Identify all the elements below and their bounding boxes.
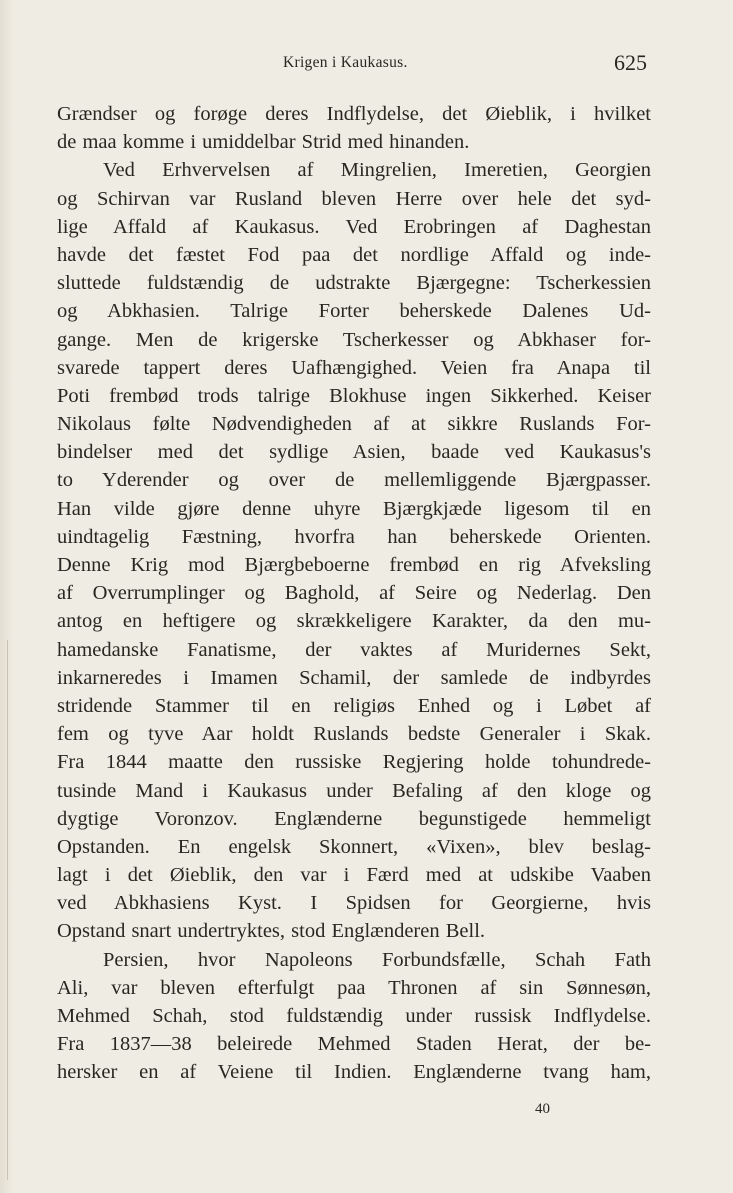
text-line: Fra 1837—38 beleirede Mehmed Staden Herat, der be- bbox=[57, 1033, 651, 1056]
page-number: 625 bbox=[614, 50, 647, 75]
text-line: lagt i det Øieblik, den var i Færd med at udskibe Vaaben bbox=[57, 864, 651, 887]
text-line: hamedanske Fanatisme, der vaktes af Muridernes Sekt, bbox=[57, 638, 651, 661]
signature-mark: 40 bbox=[535, 1101, 550, 1117]
text-line: Mehmed Schah, stod fuldstændig under russisk Indflydelse. bbox=[57, 1005, 651, 1027]
text-line: Denne Krig mod Bjærgbeboerne frembød en rig Afveksling bbox=[57, 554, 651, 576]
text-line: lige Affald af Kaukasus. Ved Erobringen af Daghestan bbox=[57, 215, 651, 238]
text-line: Poti frembød trods talrige Blokhuse ingen Sikkerhed. Keiser bbox=[57, 384, 651, 407]
text-line: inkarneredes i Imamen Schamil, der samlede de indbyrdes bbox=[57, 666, 651, 689]
text-line: sluttede fuldstændig de udstrakte Bjærgegne: Tscherkessien bbox=[57, 272, 651, 295]
text-line: Han vilde gjøre denne uhyre Bjærgkjæde ligesom til en bbox=[57, 497, 651, 520]
running-title: Krigen i Kaukasus. bbox=[283, 54, 408, 71]
text-line: de maa komme i umiddelbar Strid med hinanden. bbox=[57, 131, 470, 154]
text-line: Opstand snart undertryktes, stod Englænderen Bell. bbox=[57, 920, 486, 943]
text-line: dygtige Voronzov. Englænderne begunstigede hemmeligt bbox=[57, 807, 651, 830]
body-text bbox=[57, 100, 651, 1087]
text-line: Nikolaus følte Nødvendigheden af at sikkre Ruslands For- bbox=[57, 413, 651, 436]
text-line: svarede tappert deres Uafhængighed. Veien fra Anapa til bbox=[57, 356, 651, 379]
text-line: fem og tyve Aar holdt Ruslands bedste Generaler i Skak. bbox=[57, 723, 651, 746]
text-line: uindtagelig Fæstning, hvorfra han beherskede Orienten. bbox=[57, 525, 651, 548]
page-binding-line bbox=[7, 640, 8, 1180]
text-line: hersker en af Veiene til Indien. Englænderne tvang ham, bbox=[57, 1061, 651, 1084]
text-line: Ali, var bleven efterfulgt paa Thronen af sin Sønnesøn, bbox=[57, 976, 651, 999]
text-line: to Yderender og over de mellemliggende Bjærgpasser. bbox=[57, 469, 651, 492]
text-line: tusinde Mand i Kaukasus under Befaling af den kloge og bbox=[57, 779, 651, 802]
text-line: gange. Men de krigerske Tscherkesser og Abkhaser for- bbox=[57, 328, 651, 351]
text-line: og Abkhasien. Talrige Forter beherskede Dalenes Ud- bbox=[57, 300, 651, 323]
text-line: stridende Stammer til en religiøs Enhed og i Løbet af bbox=[57, 694, 651, 717]
page-header bbox=[0, 52, 733, 82]
text-line: bindelser med det sydlige Asien, baade ved Kaukasus's bbox=[57, 441, 651, 464]
text-line: Persien, hvor Napoleons Forbundsfælle, Schah Fath bbox=[103, 948, 651, 971]
text-line: antog en heftigere og skrækkeligere Karakter, da den mu- bbox=[57, 610, 651, 633]
text-line: Ved Erhvervelsen af Mingrelien, Imeretien, Georgien bbox=[103, 159, 651, 182]
text-line: af Overrumplinger og Baghold, af Seire og Nederlag. Den bbox=[57, 582, 651, 605]
text-line: ved Abkhasiens Kyst. I Spidsen for Georgierne, hvis bbox=[57, 892, 651, 915]
text-line: Grændser og forøge deres Indflydelse, det Øieblik, i hvilket bbox=[57, 103, 651, 125]
text-line: Opstanden. En engelsk Skonnert, «Vixen», blev beslag- bbox=[57, 835, 651, 858]
text-line: havde det fæstet Fod paa det nordlige Affald og inde- bbox=[57, 243, 651, 266]
text-line: og Schirvan var Rusland bleven Herre over hele det syd- bbox=[57, 187, 651, 210]
text-line: Fra 1844 maatte den russiske Regjering holde tohundrede- bbox=[57, 751, 651, 774]
